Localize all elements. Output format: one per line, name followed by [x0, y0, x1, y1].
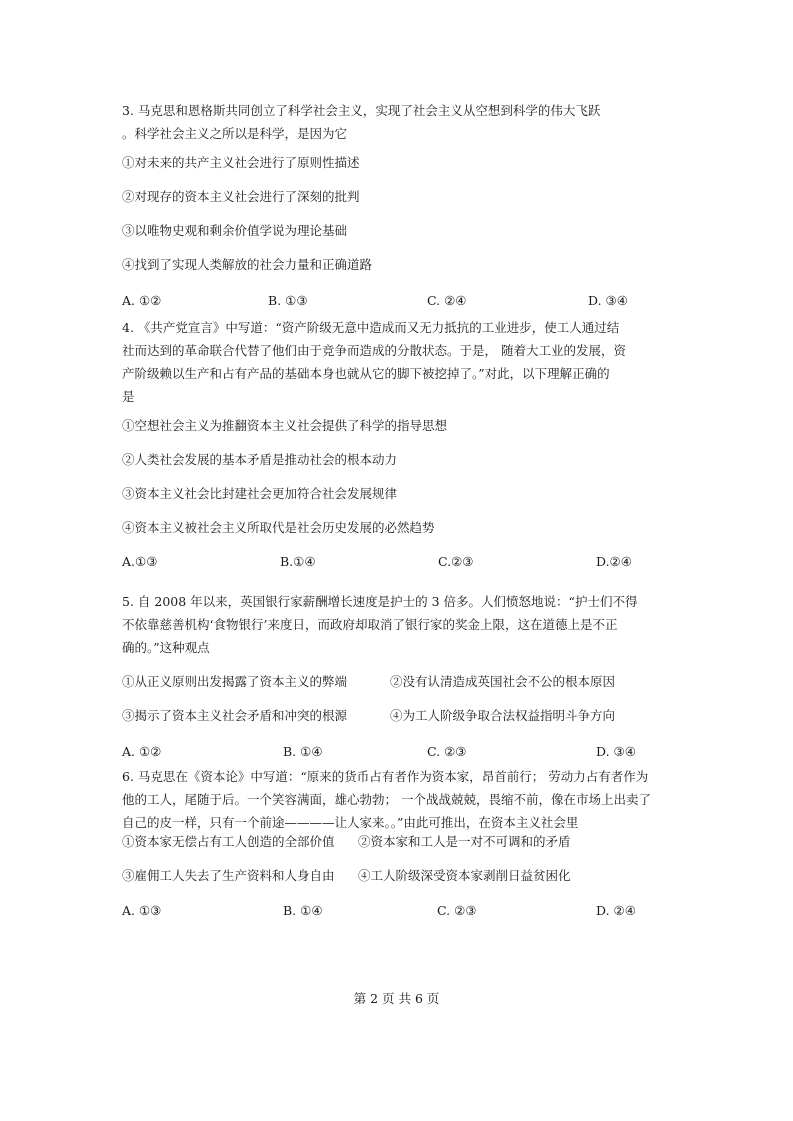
choice-a: A. ①③: [122, 903, 162, 918]
option-4: ④为工人阶级争取合法权益指明斗争方向: [390, 708, 616, 723]
stem-line: 自己的皮一样，只有一个前途————让人家来。。”由此可推出，在资本主义社会里: [122, 815, 579, 830]
choice-d: D.②④: [596, 554, 632, 569]
choice-d: D. ③④: [588, 293, 628, 308]
choice-c: C. ②④: [427, 293, 467, 308]
stem-line: 。科学社会主义之所以是科学，是因为它: [122, 126, 348, 141]
option-1: ①从正义原则出发揭露了资本主义的弊端: [122, 674, 348, 689]
choice-b: B. ①③: [268, 293, 308, 308]
option-1: ①空想社会主义为推翻资本主义社会提供了科学的指导思想: [122, 418, 448, 433]
option-row: [122, 866, 682, 886]
choice-c: C. ②③: [437, 903, 477, 918]
option-1: ①对未来的共产主义社会进行了原则性描述: [122, 155, 360, 170]
choice-b: B.①④: [280, 554, 316, 569]
option-2: ②对现存的资本主义社会进行了深刻的批判: [122, 189, 360, 204]
option-4: ④资本主义被社会主义所取代是社会历史发展的必然趋势: [122, 520, 435, 535]
question-stem: [122, 590, 682, 659]
stem-line: 6. 马克思在《资本论》中写道：“原来的货币占有者作为资本家，昂首前行； 劳动力占有者作为: [122, 769, 649, 784]
option-2: ②人类社会发展的基本矛盾是推动社会的根本动力: [122, 452, 398, 467]
option-4: ④找到了实现人类解放的社会力量和正确道路: [122, 257, 373, 272]
option-row: [122, 672, 682, 692]
choice-c: C.②③: [438, 554, 474, 569]
choice-d: D. ③④: [596, 744, 636, 759]
choice-b: B. ①④: [283, 744, 323, 759]
page-footer: 第 2 页 共 6 页: [353, 991, 440, 1006]
option-4: ④工人阶级深受资本家剥削日益贫困化: [358, 868, 571, 883]
stem-line: 不依靠慈善机构‘食物银行’来度日，而政府却取消了银行家的奖金上限，这在道德上是不正: [122, 617, 618, 632]
stem-line: 产阶级赖以生产和占有产品的基础本身也就从它的脚下被挖掉了。”对此，以下理解正确的: [122, 366, 610, 381]
option-3: ③雇佣工人失去了生产资料和人身自由: [122, 868, 335, 883]
question-stem: [122, 765, 682, 834]
option-3: ③以唯物史观和剩余价值学说为理论基础: [122, 223, 348, 238]
stem-line: 社而达到的革命联合代替了他们由于竞争而造成的分散状态。于是， 随着大工业的发展，资: [122, 343, 626, 358]
choice-b: B. ①④: [283, 903, 323, 918]
stem-line: 4. 《共产党宣言》中写道：“资产阶级无意中造成而又无力抵抗的工业进步，使工人通过结: [122, 320, 620, 335]
question-5: [122, 590, 682, 762]
question-3: [122, 99, 682, 311]
question-4: [122, 316, 682, 572]
choice-a: A. ①②: [122, 293, 162, 308]
choice-a: A.①③: [122, 554, 158, 569]
stem-line: 3. 马克思和恩格斯共同创立了科学社会主义，实现了社会主义从空想到科学的伟大飞跃: [122, 103, 601, 118]
answer-choices: [122, 552, 682, 572]
stem-line: 5. 自 2008 年以来，英国银行家薪酬增长速度是护士的 3 倍多。人们愤怒地说：“护士们不得: [122, 594, 638, 609]
choice-c: C. ②③: [427, 744, 467, 759]
stem-line: 他的工人，尾随于后。一个笑容满面，雄心勃勃； 一个战战兢兢，畏缩不前，像在市场上出卖了: [122, 792, 651, 807]
answer-choices: [122, 901, 682, 921]
choice-d: D. ②④: [596, 903, 636, 918]
question-stem: [122, 99, 682, 145]
question-6: [122, 765, 682, 921]
answer-choices: [122, 291, 682, 311]
option-3: ③资本主义社会比封建社会更加符合社会发展规律: [122, 486, 398, 501]
stem-line: 是: [122, 389, 135, 404]
option-3: ③揭示了资本主义社会矛盾和冲突的根源: [122, 708, 348, 723]
stem-line: 确的。”这种观点: [122, 640, 210, 655]
option-row: [122, 832, 682, 852]
option-2: ②资本家和工人是一对不可调和的矛盾: [358, 834, 571, 849]
question-stem: [122, 316, 682, 408]
choice-a: A. ①②: [122, 744, 162, 759]
option-2: ②没有认清造成英国社会不公的根本原因: [390, 674, 616, 689]
option-1: ①资本家无偿占有工人创造的全部价值: [122, 834, 335, 849]
option-row: [122, 706, 682, 726]
answer-choices: [122, 742, 682, 762]
